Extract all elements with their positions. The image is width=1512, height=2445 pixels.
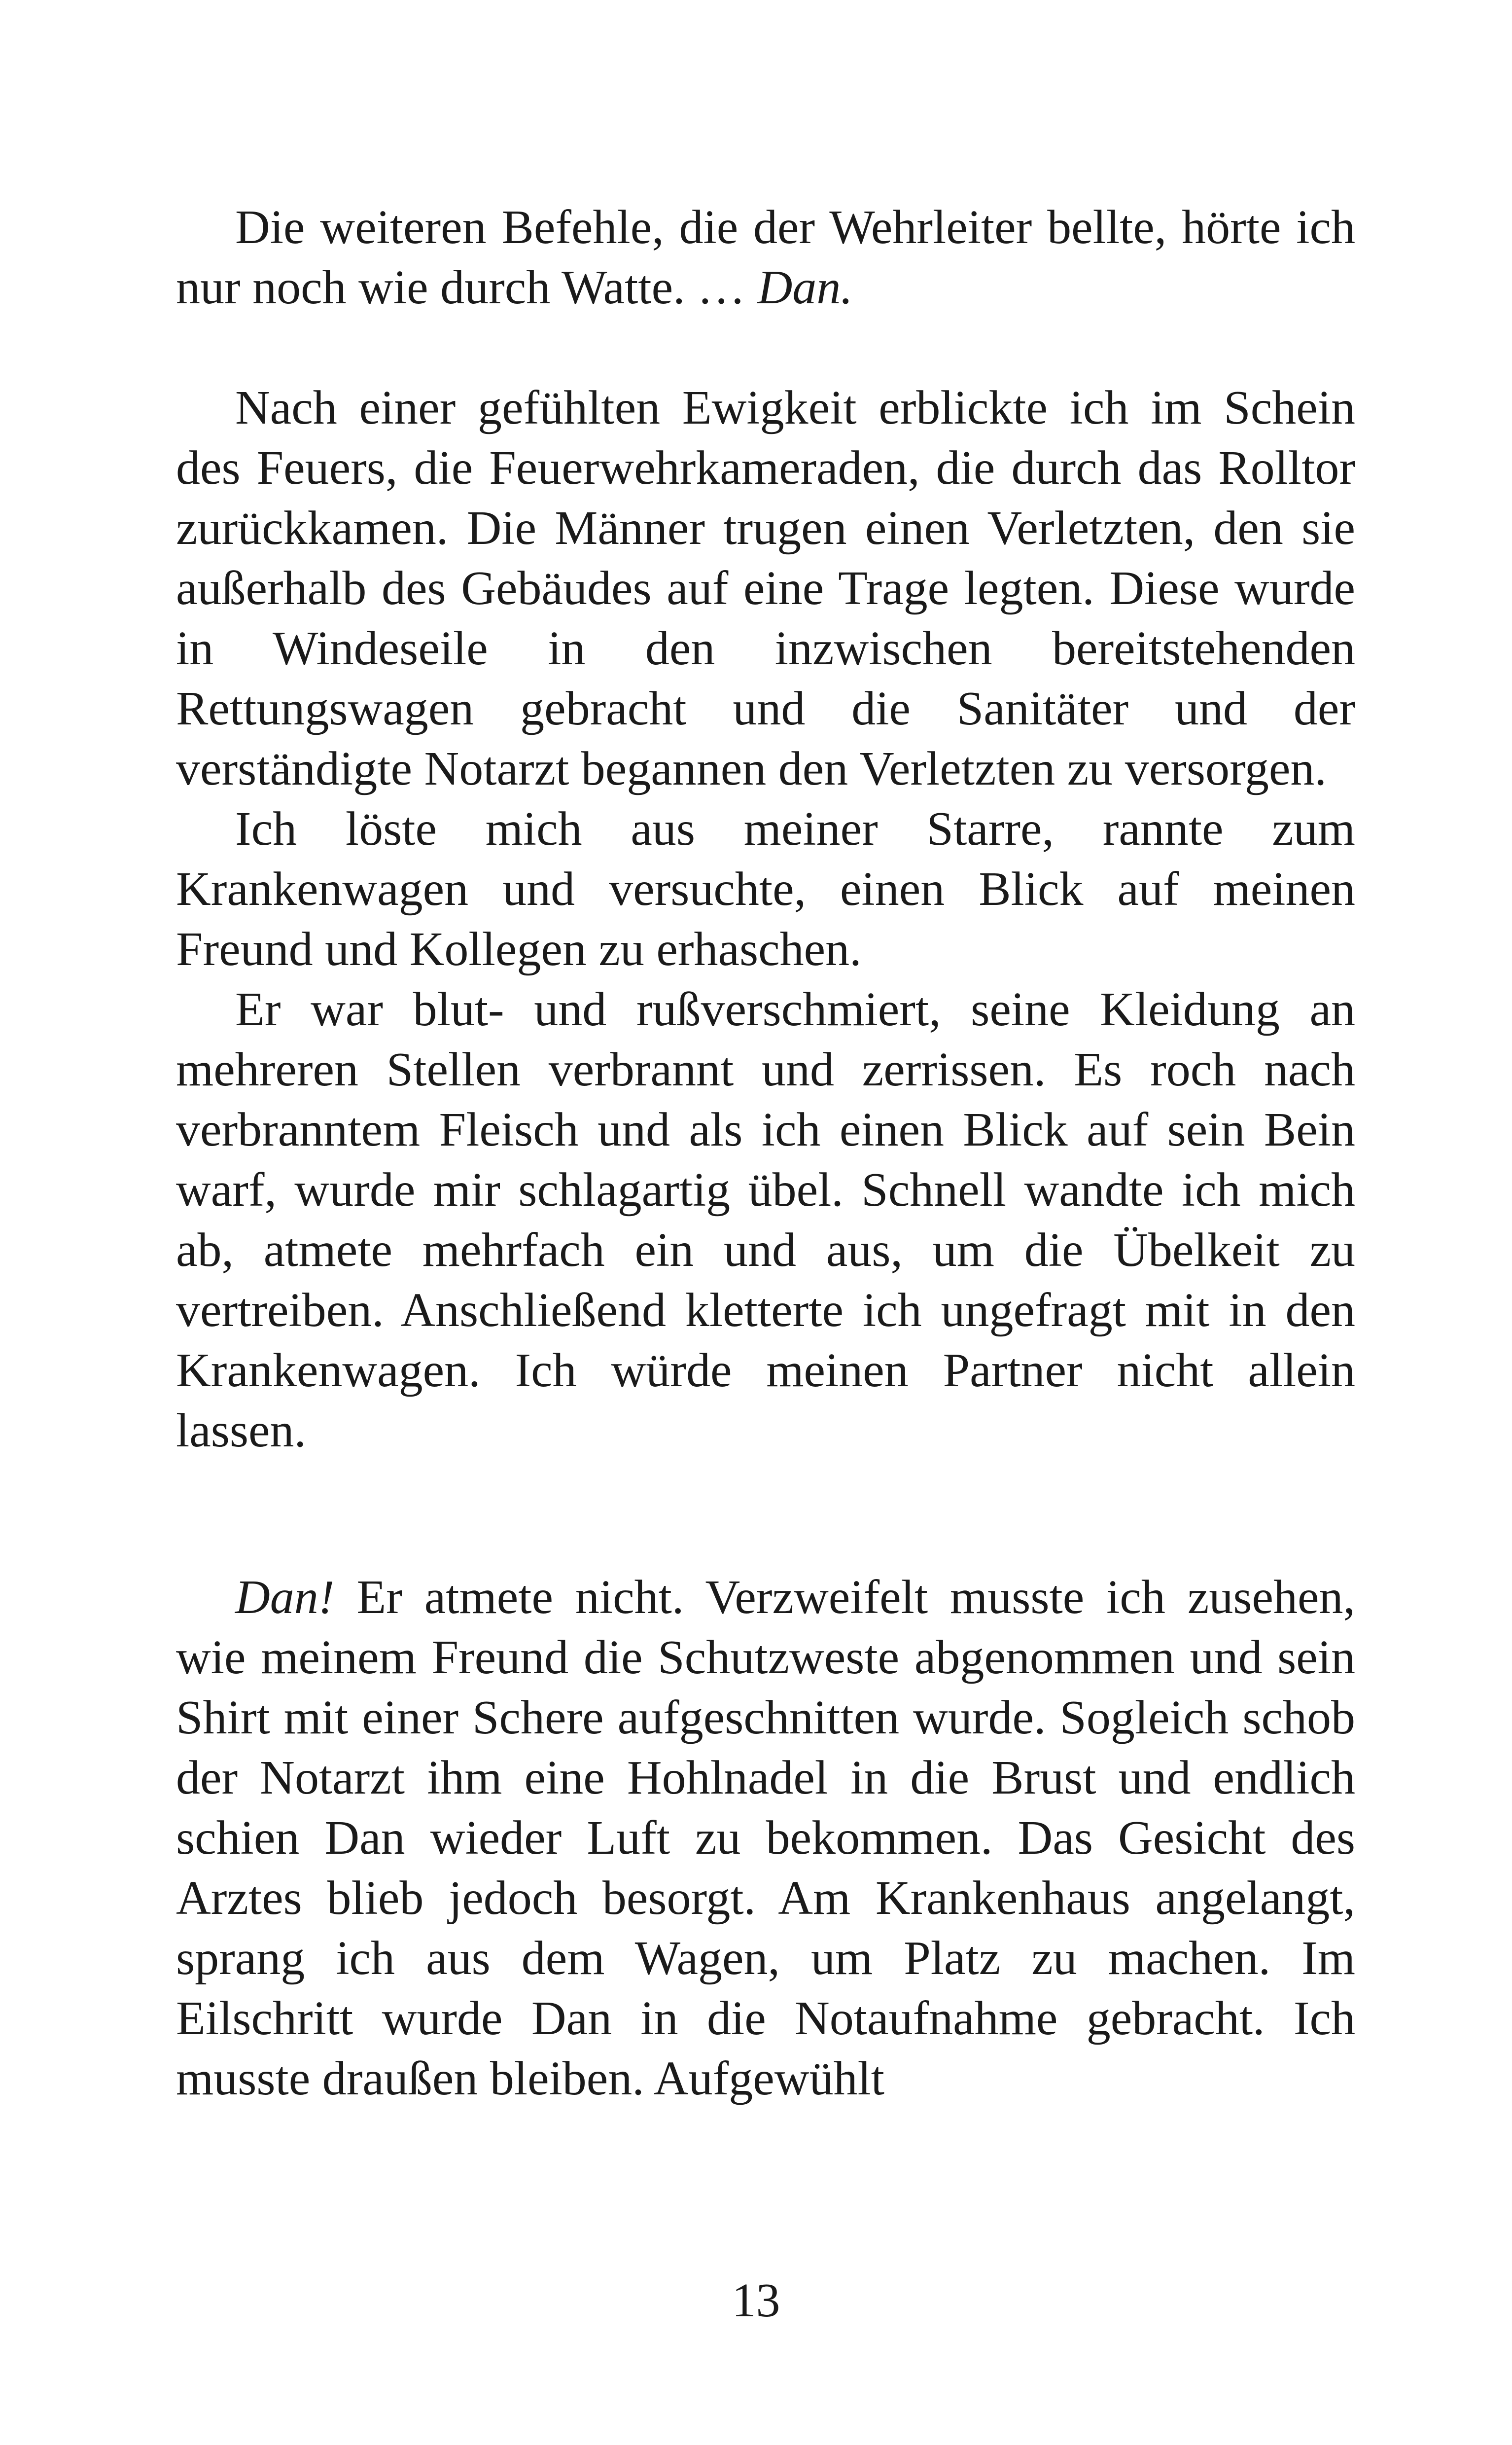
italic-name: Dan! [235, 1571, 335, 1624]
paragraph-opening [176, 197, 1355, 318]
paragraph: Nach einer gefühlten Ewigkeit erblickte ich im Schein des Feuers, die Feuerwehrkameraden, die durch das Rolltor zurückkamen. Die Männer trugen einen Verletzten, den sie außerhalb des Gebäudes auf eine Trage legten. Diese wurde in Windeseile in den inzwischen bereitstehenden Rettungswagen gebracht und die Sanitäter und der verständigte Notarzt begannen den Verletzten zu versorgen. [176, 381, 1355, 795]
paragraph-closing [176, 1567, 1355, 2109]
paragraph-text: Die weiteren Befehle, die der Wehrleiter bellte, hörte ich nur noch wie durch Watte. … [176, 201, 1355, 314]
paragraph [176, 1567, 1355, 2109]
paragraph: Ich löste mich aus meiner Starre, rannte zum Krankenwagen und versuchte, einen Blick auf meinen Freund und Kollegen zu erhaschen. [176, 802, 1355, 976]
page-number: 13 [732, 2274, 780, 2327]
paragraph-group-middle [176, 378, 1355, 1461]
paragraph: Er war blut- und rußverschmiert, seine Kleidung an mehreren Stellen verbrannt und zerrissen. Es roch nach verbranntem Fleisch und als ich einen Blick auf sein Bein warf, wurde mir schlagartig übel. Schnell wandte ich mich ab, atmete mehrfach ein und aus, um die Übelkeit zu vertreiben. Anschließend kletterte ich ungefragt mit in den Krankenwagen. Ich würde meinen Partner nicht allein lassen. [176, 983, 1355, 1457]
italic-name: Dan. [757, 261, 853, 314]
paragraph [176, 197, 1355, 318]
paragraph-text: Er atmete nicht. Verzweifelt musste ich zusehen, wie meinem Freund die Schutzweste abgenommen und sein Shirt mit einer Schere aufgeschnitten wurde. Sogleich schob der Notarzt ihm eine Hohlnadel in die Brust und endlich schien Dan wieder Luft zu bekommen. Das Gesicht des Arztes blieb jedoch besorgt. Am Krankenhaus angelangt, sprang ich aus dem Wagen, um Platz zu machen. Im Eilschritt wurde Dan in die Notaufnahme gebracht. Ich musste draußen bleiben. Aufgewühlt [176, 1571, 1355, 2105]
